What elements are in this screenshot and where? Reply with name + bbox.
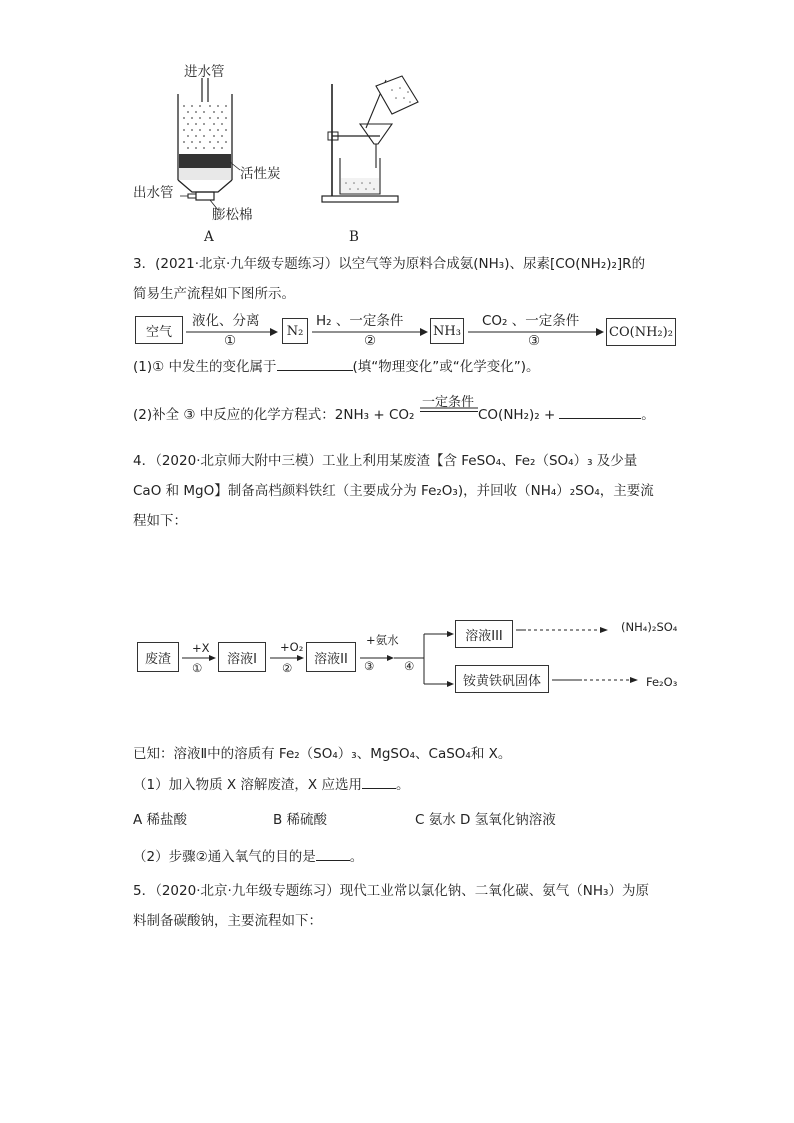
q4-sub2 <box>133 848 363 866</box>
q3-sub2-equals-sign <box>420 407 478 413</box>
q5-intro-line1: 5．（2020·北京·九年级专题练习）现代工业常以氯化钠、二氧化碳、氨气（NH₃）为原 <box>133 883 649 899</box>
q3-sub2-urea: CO(NH₂)₂ + <box>478 407 556 423</box>
q3-sub2-products <box>478 406 655 424</box>
q4-sub2-end: 。 <box>349 849 364 865</box>
q4-step3-number: ③ <box>364 659 375 673</box>
q3-intro-line2: 简易生产流程如下图所示。 <box>133 286 295 302</box>
q3-step3-number: ③ <box>528 333 541 349</box>
q4-step2-number: ② <box>282 661 293 675</box>
q3-sub2-answer-blank[interactable] <box>559 418 641 419</box>
q4-arrow-dashed-1 <box>516 626 608 634</box>
figure-label-b: B <box>349 229 359 245</box>
activated-carbon-label: 活性炭 <box>240 166 281 182</box>
filter-column <box>178 78 240 210</box>
q4-step1-number: ① <box>192 661 203 675</box>
q4-node-solid: 铵黄铁矾固体 <box>455 665 549 693</box>
q3-step1-condition: 液化、分离 <box>192 313 260 329</box>
q4-step2-reagent: +O₂ <box>280 640 304 654</box>
q4-step4-number: ④ <box>404 659 415 673</box>
q4-product-iron-oxide: Fe₂O₃ <box>646 675 678 689</box>
q4-option-cd[interactable]: C 氨水 D 氢氧化钠溶液 <box>415 812 556 828</box>
q3-step2-number: ② <box>364 333 377 349</box>
water-filter-apparatus-figure <box>140 60 440 250</box>
q3-node-air: 空气 <box>135 316 183 344</box>
activated-carbon-layer <box>179 154 231 168</box>
cotton-label: 膨松棉 <box>212 207 253 223</box>
q4-sub2-prompt: （2）步骤②通入氧气的目的是 <box>133 849 316 865</box>
q4-node-solution-3: 溶液III <box>455 620 513 648</box>
q4-product-ammonium-sulfate: (NH₄)₂SO₄ <box>621 620 678 634</box>
q3-step1-number: ① <box>224 333 237 349</box>
q4-known: 已知：溶液Ⅱ中的溶质有 Fe₂（SO₄）₃、MgSO₄、CaSO₄和 X。 <box>133 746 512 762</box>
q3-sub2-prompt: (2)补全 ③ 中反应的化学方程式：2NH₃ + CO₂ <box>133 407 415 423</box>
q4-sub1-prompt: （1）加入物质 X 溶解废渣，X 应选用 <box>133 777 362 793</box>
q4-node-solution-1: 溶液I <box>218 642 266 672</box>
q4-intro-line2: CaO 和 MgO】制备高档颜料铁红（主要成分为 Fe₂O₃)，并回收（NH₄）₂SO₄，主要流 <box>133 483 654 499</box>
figure-label-a: A <box>204 229 214 245</box>
q4-sub2-answer-blank[interactable] <box>316 860 350 861</box>
q3-sub2-condition: 一定条件 <box>422 395 475 410</box>
q3-step3-condition: CO₂ 、一定条件 <box>482 313 580 329</box>
q4-intro-line1: 4．（2020·北京师大附中三模）工业上利用某废渣【含 FeSO₄、Fe₂（SO₄）₃ 及少量 <box>133 453 638 469</box>
q4-step3-reagent: +氨水 <box>366 633 399 647</box>
q5-intro-line2: 料制备碳酸钠，主要流程如下： <box>133 913 322 929</box>
q3-sub2-end: 。 <box>641 407 655 423</box>
q3-intro-line1: 3．(2021·北京·九年级专题练习）以空气等为原料合成氨(NH₃)、尿素[CO(NH₂)₂]R的 <box>133 256 646 272</box>
q4-arrow-dashed-2 <box>552 676 638 684</box>
outlet-pipe-label: 出水管 <box>133 185 174 201</box>
q4-sub1 <box>133 776 409 794</box>
q3-node-urea: CO(NH₂)₂ <box>606 318 676 346</box>
q4-node-waste: 废渣 <box>137 642 179 672</box>
q3-sub1-hint: (填“物理变化”或“化学变化”)。 <box>352 359 540 375</box>
q3-node-nh3: NH₃ <box>430 318 464 344</box>
filtration-setup <box>322 76 418 202</box>
q4-option-b[interactable]: B 稀硫酸 <box>273 812 328 828</box>
q4-sub1-answer-blank[interactable] <box>362 788 396 789</box>
q4-sub1-end: 。 <box>395 777 410 793</box>
q4-intro-line3: 程如下： <box>133 513 187 529</box>
q4-node-solution-2: 溶液II <box>306 642 356 672</box>
q4-step1-reagent: +X <box>192 641 210 655</box>
q3-sub1 <box>133 358 540 376</box>
q3-sub1-prompt: (1)① 中发生的变化属于 <box>133 359 277 375</box>
q3-node-n2: N₂ <box>282 318 308 344</box>
q3-step2-condition: H₂ 、一定条件 <box>316 313 404 329</box>
q4-branch-lines <box>394 622 456 688</box>
inlet-pipe-label: 进水管 <box>184 64 225 80</box>
q4-option-a[interactable]: A 稀盐酸 <box>133 812 188 828</box>
q3-sub1-answer-blank[interactable] <box>277 370 353 371</box>
